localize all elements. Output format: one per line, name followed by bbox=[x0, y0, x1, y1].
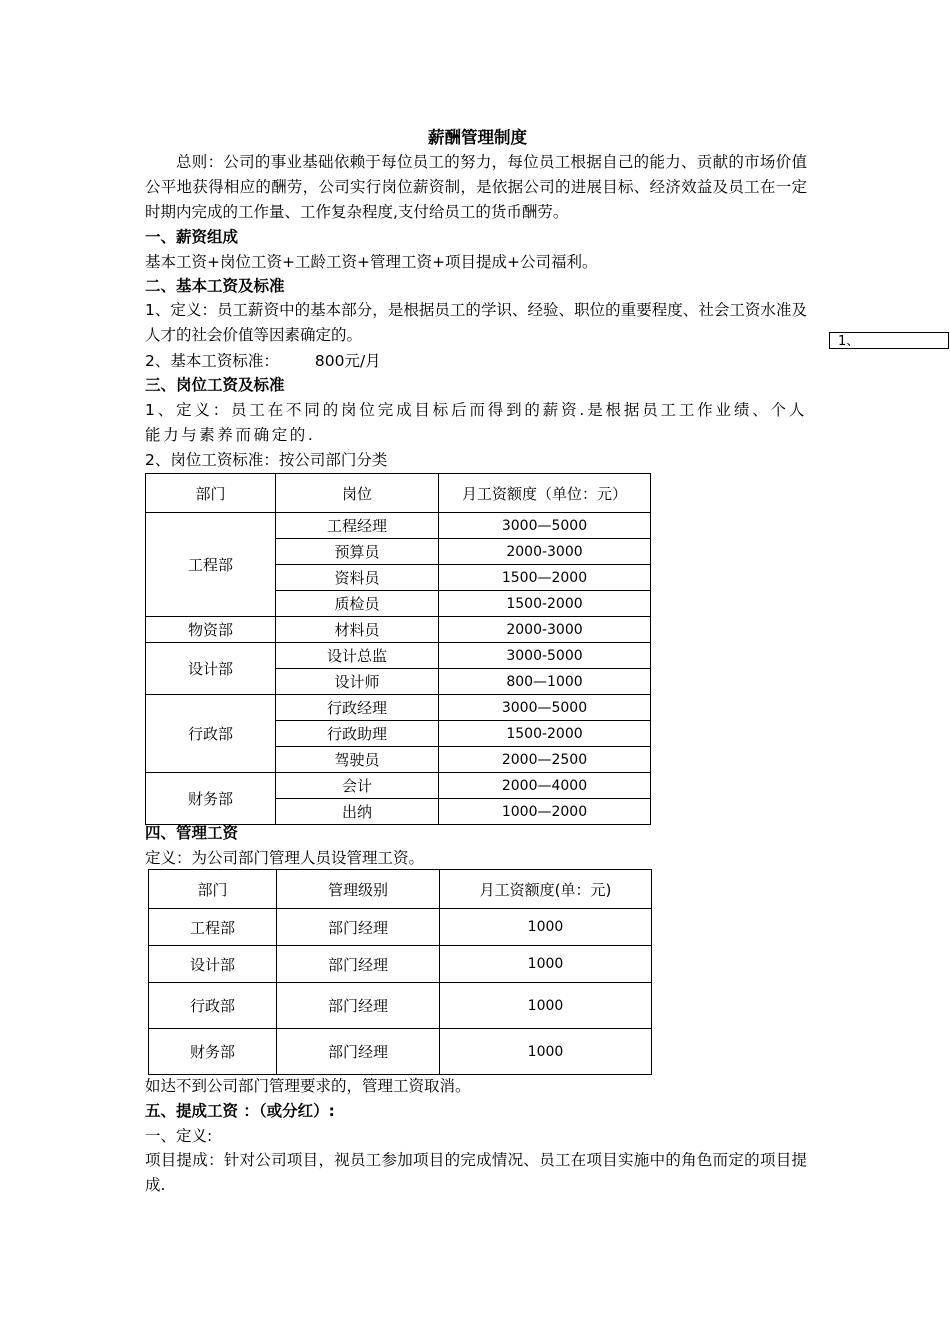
basic-wage-value: 800元/月 bbox=[314, 352, 381, 370]
section-5-text: 项目提成：针对公司项目，视员工参加项目的完成情况、员工在项目实施中的角色而定的项目提成. bbox=[145, 1151, 807, 1194]
position-cell: 行政经理 bbox=[276, 695, 439, 721]
section-3-definition: 1、定义：员工在不同的岗位完成目标后而得到的薪资.是根据员工工作业绩、个人能力与素养而确定的. bbox=[145, 401, 807, 444]
section-4-note: 如达不到公司部门管理要求的，管理工资取消。 bbox=[145, 1077, 471, 1095]
dept-cell: 财务部 bbox=[146, 773, 276, 825]
position-cell: 质检员 bbox=[276, 591, 439, 617]
position-cell: 会计 bbox=[276, 773, 439, 799]
intro-paragraph: 总则：公司的事业基础依赖于每位员工的努力，每位员工根据自己的能力、贡献的市场价值公平地获得相应的酬劳，公司实行岗位薪资制，是依据公司的进展目标、经济效益及员工在一定时期内完成的工作量、工作复杂程度,支付给员工的货币酬劳。 bbox=[145, 153, 807, 221]
section-4-definition: 定义：为公司部门管理人员设管理工资。 bbox=[145, 849, 425, 867]
header-dept: 部门 bbox=[149, 870, 277, 909]
table-row bbox=[149, 909, 652, 946]
table-row bbox=[149, 946, 652, 983]
wage-cell: 1000 bbox=[440, 946, 652, 983]
management-wage-table bbox=[148, 869, 652, 1075]
wage-cell: 1000 bbox=[440, 1029, 652, 1075]
section-1-heading: 一、薪资组成 bbox=[145, 228, 239, 246]
basic-wage-label: 2、基本工资标准： bbox=[145, 352, 279, 370]
wage-cell: 2000—2500 bbox=[439, 747, 651, 773]
basic-wage-standard bbox=[145, 350, 381, 372]
table-row bbox=[146, 513, 651, 539]
dept-cell: 工程部 bbox=[146, 513, 276, 617]
header-level: 管理级别 bbox=[277, 870, 440, 909]
document-title: 薪酬管理制度 bbox=[428, 128, 527, 147]
dept-cell: 行政部 bbox=[146, 695, 276, 773]
wage-cell: 800—1000 bbox=[439, 669, 651, 695]
position-cell: 工程经理 bbox=[276, 513, 439, 539]
section-2-definition: 1、定义：员工薪资中的基本部分，是根据员工的学识、经验、职位的重要程度、社会工资水准及人才的社会价值等因素确定的。 bbox=[145, 301, 807, 344]
position-cell: 设计总监 bbox=[276, 643, 439, 669]
table-header-row bbox=[149, 870, 652, 909]
table-row bbox=[149, 983, 652, 1029]
wage-cell: 2000-3000 bbox=[439, 539, 651, 565]
table-row bbox=[146, 617, 651, 643]
position-cell: 资料员 bbox=[276, 565, 439, 591]
section-5-subheading: 一、定义: bbox=[145, 1127, 213, 1145]
dept-cell: 设计部 bbox=[146, 643, 276, 695]
wage-cell: 1500-2000 bbox=[439, 591, 651, 617]
level-cell: 部门经理 bbox=[277, 1029, 440, 1075]
position-cell: 预算员 bbox=[276, 539, 439, 565]
wage-cell: 1500-2000 bbox=[439, 721, 651, 747]
table-row bbox=[146, 643, 651, 669]
wage-cell: 3000—5000 bbox=[439, 695, 651, 721]
wage-cell: 1000—2000 bbox=[439, 799, 651, 825]
dept-cell: 设计部 bbox=[149, 946, 277, 983]
position-cell: 材料员 bbox=[276, 617, 439, 643]
wage-cell: 1000 bbox=[440, 909, 652, 946]
dept-cell: 财务部 bbox=[149, 1029, 277, 1075]
table-header-row bbox=[146, 474, 651, 513]
section-2-heading: 二、基本工资及标准 bbox=[145, 277, 285, 295]
dept-cell: 工程部 bbox=[149, 909, 277, 946]
table-row bbox=[146, 695, 651, 721]
position-cell: 行政助理 bbox=[276, 721, 439, 747]
margin-comment-box: 1、 bbox=[829, 332, 949, 349]
table-row bbox=[149, 1029, 652, 1075]
wage-cell: 2000—4000 bbox=[439, 773, 651, 799]
wage-cell: 3000—5000 bbox=[439, 513, 651, 539]
position-wage-table bbox=[145, 473, 651, 825]
header-wage: 月工资额度（单位：元） bbox=[439, 474, 651, 513]
header-dept: 部门 bbox=[146, 474, 276, 513]
level-cell: 部门经理 bbox=[277, 909, 440, 946]
section-4-heading: 四、管理工资 bbox=[145, 824, 239, 842]
position-cell: 驾驶员 bbox=[276, 747, 439, 773]
wage-cell: 1500—2000 bbox=[439, 565, 651, 591]
wage-cell: 2000-3000 bbox=[439, 617, 651, 643]
position-cell: 出纳 bbox=[276, 799, 439, 825]
level-cell: 部门经理 bbox=[277, 983, 440, 1029]
header-wage: 月工资额度(单：元) bbox=[440, 870, 652, 909]
wage-cell: 3000-5000 bbox=[439, 643, 651, 669]
section-5-heading: 五、提成工资 ：（或分红）: bbox=[145, 1102, 335, 1120]
level-cell: 部门经理 bbox=[277, 946, 440, 983]
section-3-heading: 三、岗位工资及标准 bbox=[145, 376, 285, 394]
wage-cell: 1000 bbox=[440, 983, 652, 1029]
dept-cell: 物资部 bbox=[146, 617, 276, 643]
table-row bbox=[146, 773, 651, 799]
dept-cell: 行政部 bbox=[149, 983, 277, 1029]
header-position: 岗位 bbox=[276, 474, 439, 513]
section-3-standard: 2、岗位工资标准：按公司部门分类 bbox=[145, 451, 388, 469]
position-cell: 设计师 bbox=[276, 669, 439, 695]
section-1-text: 基本工资+岗位工资+工龄工资+管理工资+项目提成+公司福利。 bbox=[145, 253, 598, 271]
